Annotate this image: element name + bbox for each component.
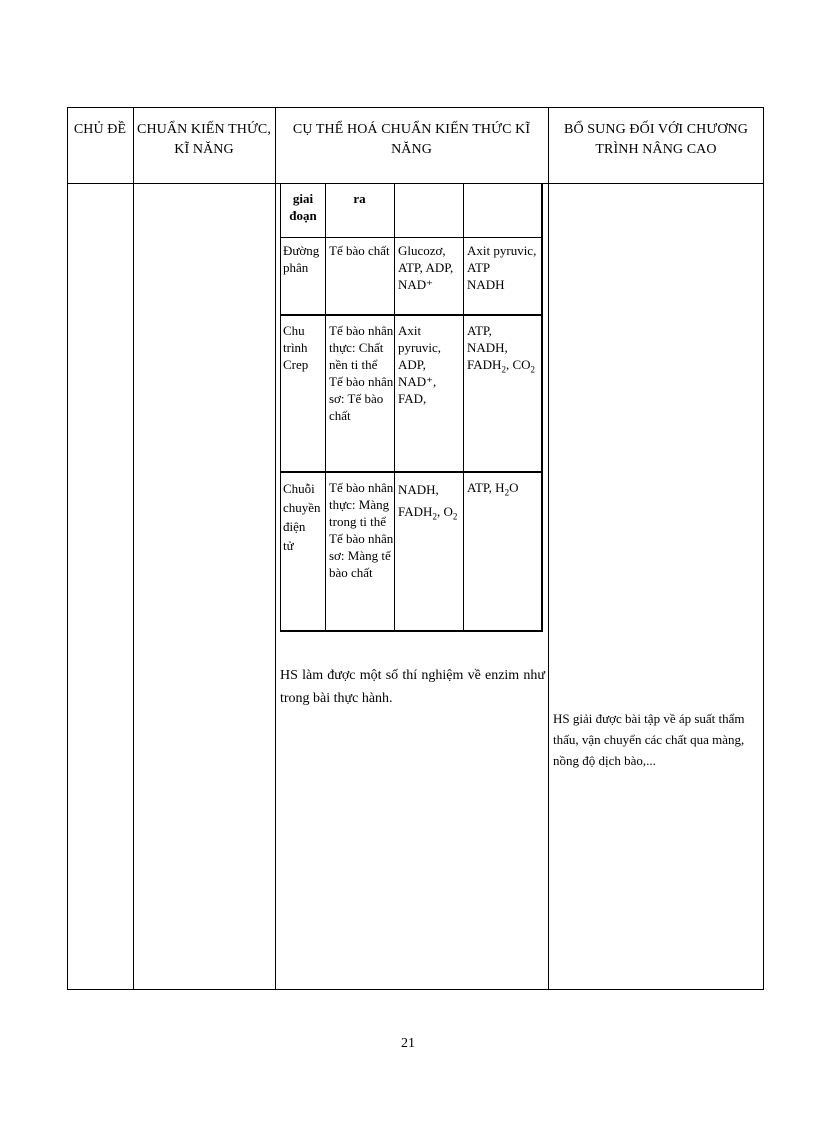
cell-line: trong ti thể [329,514,387,529]
page-number-text: 21 [401,1036,415,1051]
practical-skills-paragraph [280,664,545,710]
page-number [0,1036,816,1052]
inner-header-ra [326,190,393,207]
cell-line: Tế bào nhân [329,531,394,546]
cell-line: Đường [283,243,320,258]
header-chuan-kien-thuc [133,120,275,160]
cell-line: thực: Chất [329,340,384,355]
inner-row-divider [280,237,543,238]
inner-row-divider [280,471,543,473]
input-cell [398,479,457,523]
cell-line: NADH, [467,340,508,355]
cell-line: điện [283,519,306,534]
output-cell [467,479,518,496]
output-cell [467,242,536,293]
cell-line: sơ: Màng tế [329,548,391,563]
header-text: KĨ NĂNG [174,142,234,157]
cell-line: ATP, ADP, [398,260,454,275]
cell-line: Glucozơ, [398,243,446,258]
cell-line: chuyền [283,500,321,515]
location-cell [329,242,390,259]
cell-line: tử [283,538,294,553]
subscript: 2 [501,364,506,375]
header-text: CỤ THỂ HOÁ CHUẨN KIẾN THỨC KĨ NĂNG [292,122,531,157]
subscript: 2 [530,364,535,375]
header-chu-de [67,120,133,140]
text-run: FADH [398,504,433,519]
cell-line: Tế bào nhân [329,480,394,495]
inner-col-divider [463,183,464,632]
cell-line: trình [283,340,308,355]
cell-line: NAD⁺, [398,374,437,389]
cell-line: Tế bào nhân [329,374,394,389]
cell-line: Axit pyruvic, [467,243,537,258]
stage-cell [283,242,319,276]
cell-line: ra [353,191,366,206]
cell-line: sơ: Tế bào [329,391,384,406]
cell-line: Tế bào nhân [329,323,394,338]
subscript: 2 [432,511,437,522]
header-text: CHỦ ĐỀ [73,122,127,137]
cell-line: NADH [467,277,505,292]
text-run: , CO [505,357,531,372]
text-run: O [509,480,519,495]
header-cu-the-hoa [275,120,548,160]
cell-line: NADH, [398,482,439,497]
header-text: BỔ SUNG ĐỐI VỚI CHƯƠNG [564,122,748,137]
location-cell [329,322,393,424]
cell-line: ADP, [398,357,426,372]
text-run: FADH [467,357,502,372]
column-divider [133,107,134,990]
inner-col-divider [325,183,326,632]
text-run: ATP, H [467,480,505,495]
cell-line: Tế bào chất [329,243,390,258]
cell-line: chất [329,408,351,423]
header-text: CHUẨN KIẾN THỨC, [137,122,271,137]
cell-line: nền ti thể [329,357,378,372]
cell-line: thực: Màng [329,497,390,512]
cell-line [398,501,457,523]
column-divider [275,107,276,990]
cell-line: ATP [467,260,491,275]
header-bo-sung [548,120,764,160]
input-cell [398,242,453,293]
location-cell [329,479,393,581]
text-run: , O [436,504,453,519]
cell-line: đoạn [289,208,317,223]
cell-line [467,479,518,496]
subscript: 2 [504,487,510,498]
stage-cell [283,322,308,373]
cell-line [467,356,535,373]
paragraph-text: HS giải được bài tập về áp suất thẩm thấu, vận chuyển các chất qua màng, nồng độ dịch bào,... [553,711,745,768]
subscript: 2 [452,511,458,522]
column-divider [548,107,549,990]
cell-line: pyruvic, [398,340,441,355]
stage-cell [283,479,321,555]
advanced-supplement-paragraph [553,708,753,771]
cell-line: Chuỗi [283,481,315,496]
output-cell [467,322,535,373]
cell-line: phân [283,260,309,275]
paragraph-text: HS làm được một số thí nghiệm về enzim như trong bài thực hành. [280,668,545,706]
cell-line: FAD, [398,391,427,406]
cell-line: giai [292,191,314,206]
inner-header-giai-doan [283,190,323,224]
cell-line: Crep [283,357,309,372]
cell-line: ATP, [467,323,492,338]
cell-line: bào chất [329,565,373,580]
inner-row-divider [280,314,543,316]
header-text: TRÌNH NÂNG CAO [595,142,717,157]
cell-line: NAD⁺ [398,277,434,292]
cell-line: Axit [398,323,422,338]
inner-col-divider [394,183,395,632]
input-cell [398,322,441,407]
cell-line: Chu [283,323,305,338]
